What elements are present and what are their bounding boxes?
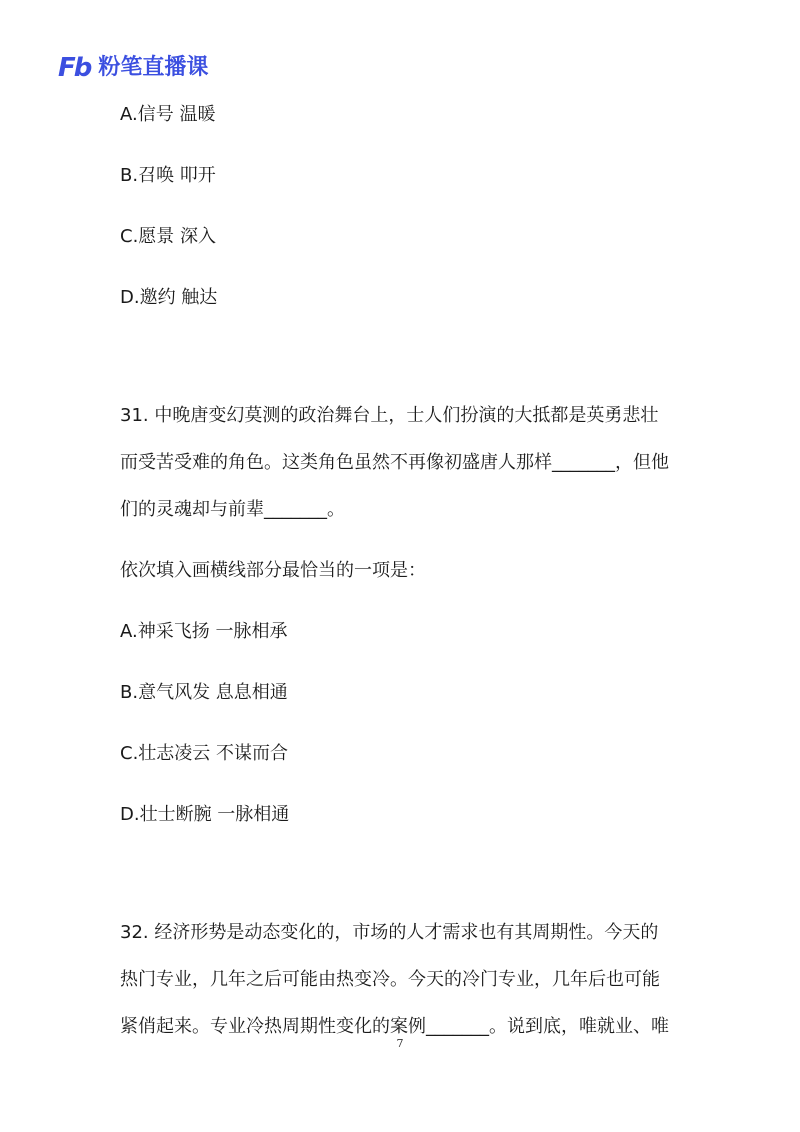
q31-line-3: 们的灵魂却与前辈_______。 [120, 499, 345, 520]
option-b: B.召唤 叩开 [120, 165, 216, 186]
question-32 [120, 918, 700, 1042]
fb-logo-icon: Fb [58, 53, 91, 83]
q31-instruction: 依次填入画横线部分最恰当的一项是： [120, 560, 426, 581]
question-31 [120, 401, 700, 830]
document-body [120, 100, 700, 1042]
q32-line-2: 热门专业，几年之后可能由热变冷。今天的冷门专业，几年后也可能 [120, 969, 660, 990]
q31-line-2: 而受苦受难的角色。这类角色虽然不再像初盛唐人那样_______，但他 [120, 452, 669, 473]
option-a: A.信号 温暖 [120, 104, 216, 125]
option-d: D.邀约 触达 [120, 287, 218, 308]
brand-logo [58, 53, 208, 83]
q31-option-a: A.神采飞扬 一脉相承 [120, 621, 288, 642]
q31-option-c: C.壮志凌云 不谋而合 [120, 743, 289, 764]
q32-line-3: 紧俏起来。专业冷热周期性变化的案例_______。说到底，唯就业、唯 [120, 1016, 669, 1037]
page-number: 7 [396, 1037, 404, 1050]
q31-line-1: 31. 中晚唐变幻莫测的政治舞台上，士人们扮演的大抵都是英勇悲壮 [120, 405, 659, 426]
q31-option-b: B.意气风发 息息相通 [120, 682, 288, 703]
q30-options [120, 100, 700, 313]
q32-line-1: 32. 经济形势是动态变化的，市场的人才需求也有其周期性。今天的 [120, 922, 659, 943]
q31-option-d: D.壮士断腕 一脉相通 [120, 804, 290, 825]
brand-name: 粉笔直播课 [98, 55, 209, 80]
option-c: C.愿景 深入 [120, 226, 217, 247]
